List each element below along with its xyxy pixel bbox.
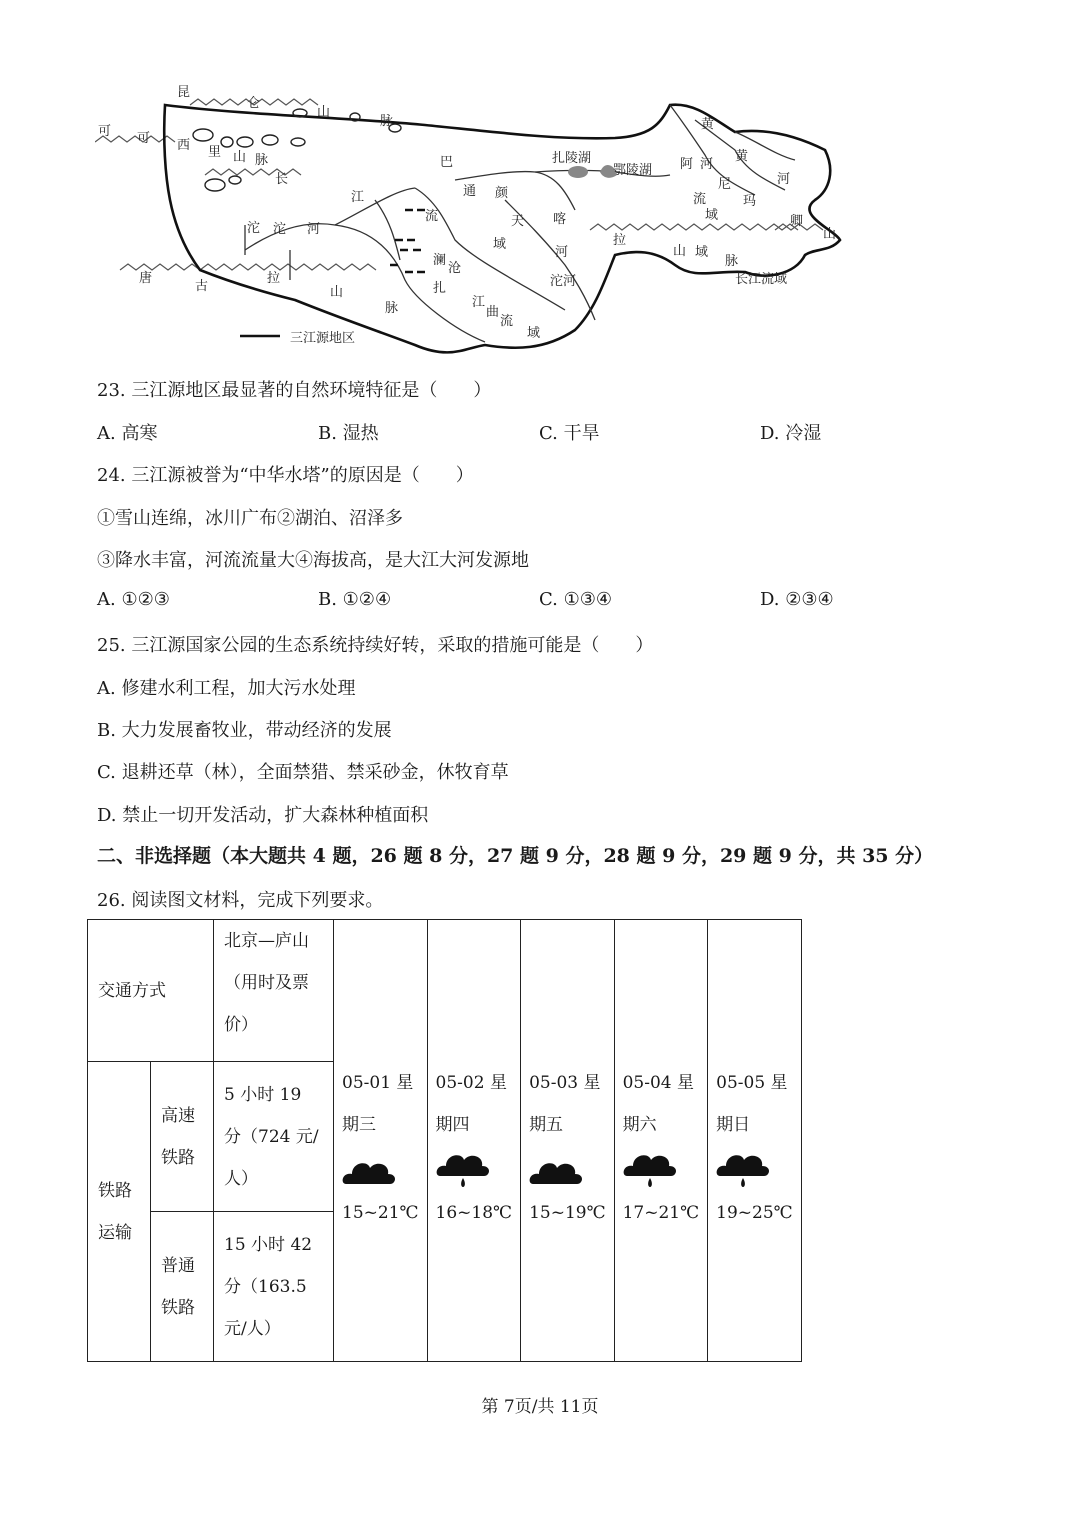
map-label: 域: [493, 237, 507, 252]
rain-icon: [623, 1154, 677, 1188]
map-label: 仑: [247, 96, 261, 111]
map-label: 天: [511, 214, 525, 229]
map-legend: [240, 330, 355, 346]
map-label: 喀: [553, 212, 567, 227]
day-temp: 17~21℃: [622, 1203, 700, 1223]
q24-option-d: D. ②③④: [760, 589, 834, 610]
q23-option-a: A. 高寒: [97, 423, 158, 444]
map-label: 黄: [701, 117, 715, 132]
q25-option-d: D. 禁止一切开发活动，扩大森林种植面积: [97, 805, 429, 826]
normal-rail-label: 普通铁路: [151, 1212, 214, 1362]
q23-option-b: B. 湿热: [318, 423, 379, 444]
marsh-symbols: [390, 210, 425, 272]
day-date: 05-05 星期日: [716, 1073, 788, 1135]
map-label: 黄: [735, 149, 749, 164]
weather-day-4: [614, 920, 708, 1362]
map-label: 山: [317, 105, 331, 120]
q24-option-b: B. ①②④: [318, 589, 392, 610]
map-label: 玛: [743, 194, 757, 209]
map-label: 昆: [177, 85, 191, 100]
rail-transport-label: 铁路运输: [88, 1062, 151, 1362]
route-header: 北京—庐山（用时及票价）: [214, 920, 334, 1062]
map-label: 域: [705, 208, 719, 223]
map-label: 脉: [255, 153, 269, 168]
question-24-stem: 24. 三江源被誉为“中华水塔”的原因是（ ）: [97, 465, 474, 486]
map-label: 流: [693, 192, 707, 207]
weather-day-5: [708, 920, 802, 1362]
map-label: 澜: [433, 253, 447, 268]
map-label: 江: [472, 295, 486, 310]
q25-option-b: B. 大力发展畜牧业，带动经济的发展: [97, 720, 392, 741]
question-25-stem: 25. 三江源国家公园的生态系统持续好转，采取的措施可能是（ ）: [97, 635, 654, 656]
map-label: 西: [177, 138, 191, 153]
question-26-stem: 26. 阅读图文材料，完成下列要求。: [97, 890, 384, 911]
question-23-stem: 23. 三江源地区最显著的自然环境特征是（ ）: [97, 380, 492, 401]
q24-statement-line-1: ①雪山连绵，冰川广布②湖泊、沼泽多: [97, 508, 403, 529]
rain-icon: [716, 1154, 770, 1188]
map-label: 流: [500, 314, 514, 329]
map-label: 阿: [680, 157, 694, 172]
map-label: 里: [208, 145, 222, 160]
q24-statement-line-2: ③降水丰富，河流流量大④海拔高，是大江大河发源地: [97, 550, 529, 571]
map-label: 卿: [790, 214, 804, 229]
map-label: 脉: [380, 114, 394, 129]
day-date: 05-01 星期三: [342, 1073, 414, 1135]
day-date: 05-02 星期四: [435, 1073, 507, 1135]
map-label: 尼: [718, 177, 732, 192]
map-label: 江: [351, 190, 365, 205]
map-label: 颜: [495, 186, 509, 201]
high-speed-rail-value: 5 小时 19 分（724 元/人）: [214, 1062, 334, 1212]
transport-weather-table: [87, 919, 802, 1362]
normal-rail-value: 15 小时 42 分（163.5 元/人）: [214, 1212, 334, 1362]
high-speed-rail-label: 高速铁路: [151, 1062, 214, 1212]
map-label: 唐: [139, 271, 153, 286]
map-label: 河: [777, 172, 791, 187]
map-label: 山: [823, 227, 837, 242]
q24-option-a: A. ①②③: [97, 589, 170, 610]
map-label: 可: [98, 124, 112, 139]
day-temp: 15~19℃: [529, 1203, 606, 1223]
weather-day-3: [521, 920, 615, 1362]
day-temp: 15~21℃: [342, 1203, 419, 1223]
map-label: 扎: [433, 281, 447, 296]
q23-option-d: D. 冷湿: [760, 423, 822, 444]
map-label: 河: [307, 222, 321, 237]
q25-option-a: A. 修建水利工程，加大污水处理: [97, 678, 356, 699]
map-label: 古: [195, 279, 209, 294]
map-label: 山: [330, 285, 344, 300]
map-label: 曲: [486, 305, 500, 320]
map-label: 扎陵湖: [552, 151, 592, 166]
cloud-icon: [342, 1154, 396, 1188]
day-temp: 16~18℃: [435, 1203, 513, 1223]
map-label: 山: [233, 150, 247, 165]
map-label: 沧: [448, 261, 462, 276]
lake-fills: [568, 165, 617, 178]
map-label: 巴: [440, 155, 454, 170]
map-label: 域: [527, 326, 541, 341]
map-label: 通: [463, 184, 477, 199]
map-label: 长江流域: [735, 272, 788, 287]
legend-label: 三江源地区: [290, 331, 356, 346]
weather-day-2: [427, 920, 521, 1362]
map-label: 可: [137, 131, 151, 146]
day-date: 05-03 星期五: [529, 1073, 601, 1135]
map-label: 沱: [247, 221, 261, 236]
day-date: 05-04 星期六: [622, 1073, 695, 1135]
q24-option-c: C. ①③④: [539, 589, 612, 610]
rain-icon: [436, 1154, 490, 1188]
map-label: 拉: [267, 271, 281, 286]
map-label: 域: [695, 245, 709, 260]
q25-option-c: C. 退耕还草（林），全面禁猎、禁采砂金，休牧育草: [97, 762, 509, 783]
day-temp: 19~25℃: [716, 1203, 793, 1223]
map-label: 流: [425, 209, 439, 224]
map-label: 拉: [613, 233, 627, 248]
map-label: 长: [275, 172, 289, 187]
transport-mode-header: 交通方式: [88, 920, 214, 1062]
weather-day-1: [334, 920, 428, 1362]
section-2-title: 二、非选择题（本大题共 4 题，26 题 8 分，27 题 9 分，28 题 9 分，29 题 9 分，共 35 分）: [97, 845, 934, 867]
map-label: 河: [700, 157, 714, 172]
map-label: 沱: [273, 222, 287, 237]
map-label: 脉: [385, 301, 399, 316]
map-label: 脉: [725, 254, 739, 269]
map-label: 沱河: [550, 274, 577, 289]
map-labels: [98, 85, 836, 341]
q23-option-c: C. 干旱: [539, 423, 600, 444]
three-rivers-source-map: [95, 80, 855, 370]
page-footer: 第 7页/共 11页: [481, 1397, 599, 1417]
cloud-icon: [529, 1154, 583, 1188]
map-label: 山: [673, 244, 687, 259]
map-label: 鄂陵湖: [613, 163, 653, 178]
map-label: 河: [555, 245, 569, 260]
